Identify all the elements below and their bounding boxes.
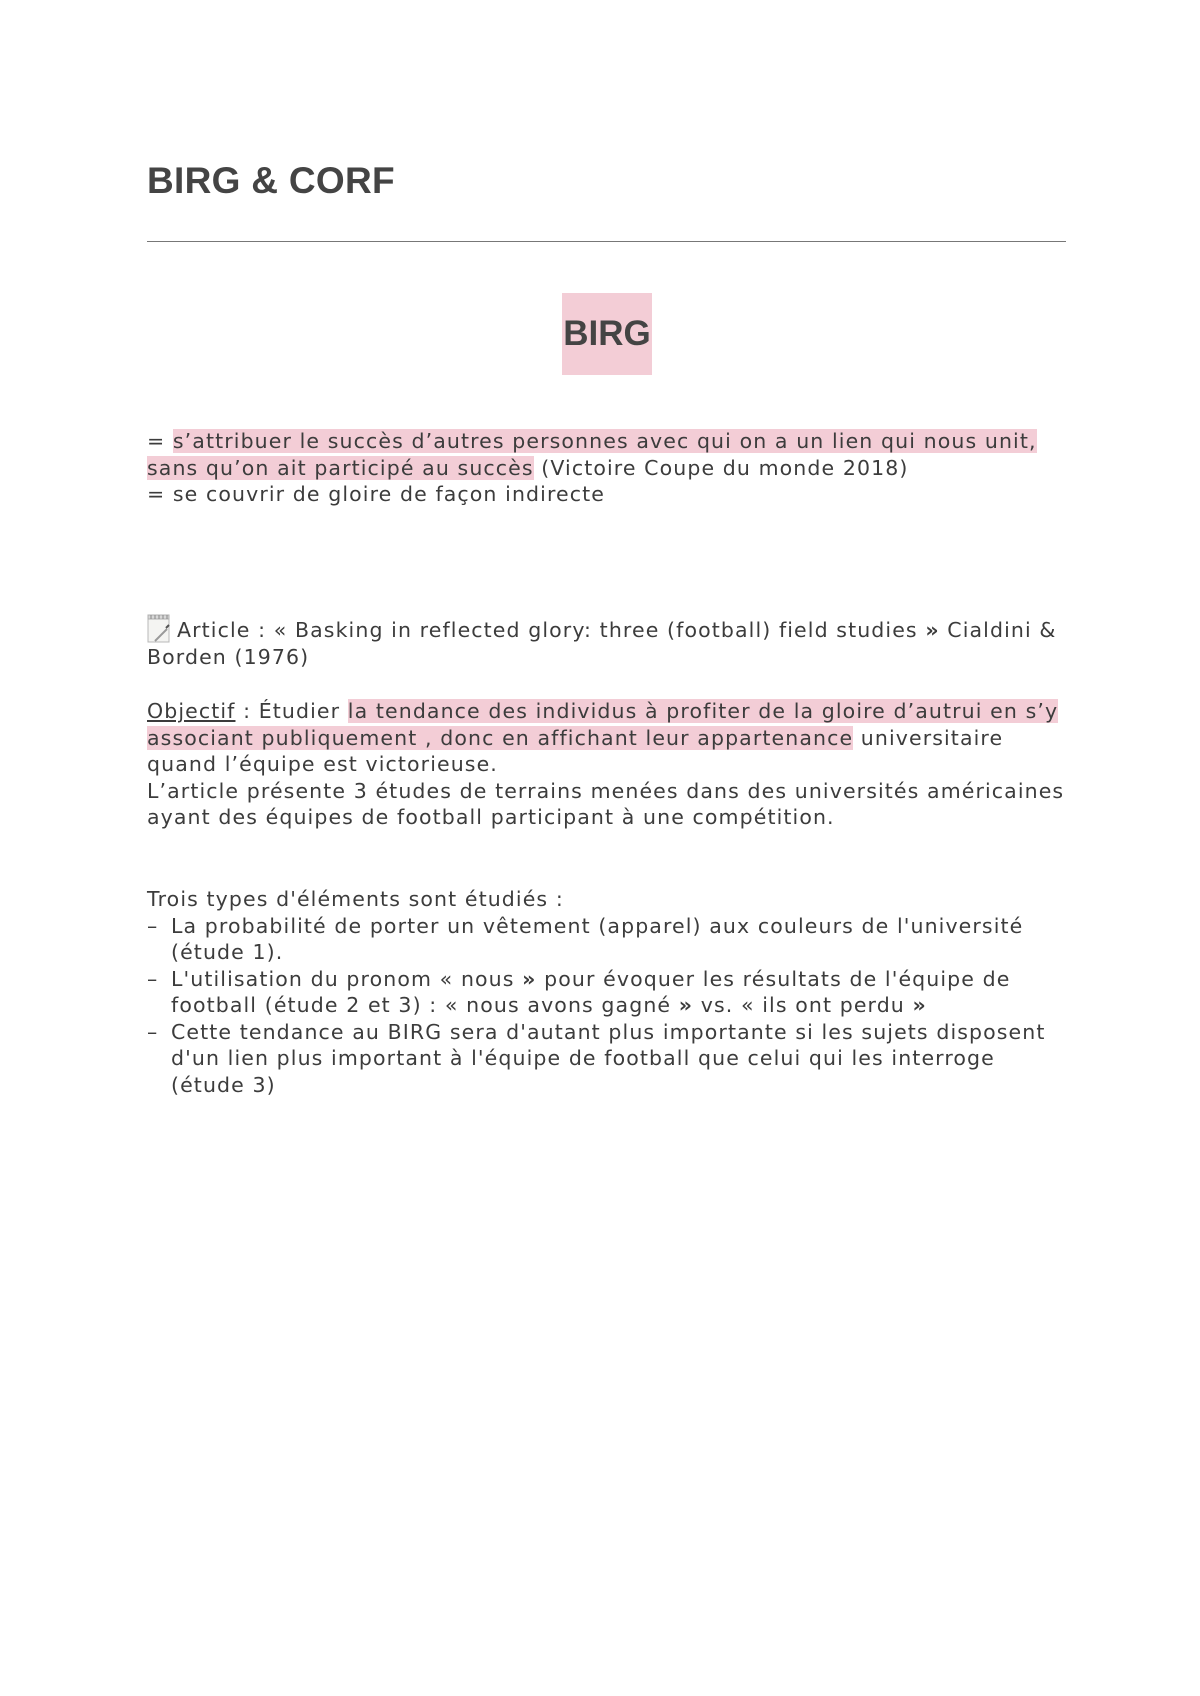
notepad-icon	[147, 614, 171, 643]
article-summary-paragraph: L’article présente 3 études de terrains menées dans des universités américaines ayant des équipes de football participant à une compétition.	[147, 778, 1065, 829]
list-text-part: pour évoquer les résultats de l'équipe de football (étude 2 et 3) : «	[171, 966, 1011, 1017]
definition-block	[147, 428, 1066, 508]
article-prefix: Article : «	[177, 618, 288, 642]
article-close-quote: »	[925, 618, 940, 642]
document-page	[147, 0, 1066, 1696]
page-title: BIRG & CORF	[147, 160, 395, 201]
article-authors: Cialdini & Borden (1976)	[147, 618, 1057, 669]
list-dash: –	[147, 913, 159, 938]
list-item-text	[171, 967, 1010, 1018]
list-text-part: vs. «	[693, 993, 755, 1017]
definition-prefix: =	[147, 429, 173, 453]
definition-line-1	[147, 428, 1066, 481]
objective-label: Objectif	[147, 699, 236, 723]
list-text-part: ils ont perdu	[754, 993, 913, 1017]
objective-paragraph	[147, 698, 1066, 778]
list-text-part: L'utilisation du pronom «	[171, 966, 454, 991]
list-item	[147, 1019, 1066, 1099]
objective-highlight: la tendance des individus à profiter de la gloire d’autrui en s’y associant publiquement , donc en affichant leur appartenance	[147, 699, 1059, 750]
article-title: Basking in reflected glory: three (football) field studies	[287, 618, 926, 642]
list-dash: –	[147, 966, 159, 991]
close-quote: »	[912, 993, 927, 1017]
studied-elements-list	[147, 913, 1066, 1099]
objective-lead: Étudier	[258, 699, 348, 723]
list-dash: –	[147, 1019, 159, 1044]
objective-block	[147, 698, 1066, 831]
definition-line-2: = se couvrir de gloire de façon indirecte	[147, 482, 605, 506]
list-item-text: Cette tendance au BIRG sera d'autant plus importante si les sujets disposent d'un lien plus important à l'équipe de football que celui qui les interroge (étude 3)	[171, 1019, 1046, 1097]
title-divider	[147, 241, 1066, 242]
section-heading-birg: BIRG	[562, 293, 652, 375]
article-reference	[147, 614, 1066, 670]
list-text-part: nous	[453, 966, 523, 991]
close-quote: »	[522, 966, 537, 991]
close-quote: »	[678, 993, 694, 1017]
list-item	[147, 966, 1066, 1019]
definition-example: (Victoire Coupe du monde 2018)	[533, 455, 909, 480]
studied-elements-block	[147, 886, 1066, 1098]
studied-elements-intro: Trois types d'éléments sont étudiés :	[147, 887, 564, 911]
list-item	[147, 913, 1066, 966]
list-item-text: La probabilité de porter un vêtement (apparel) aux couleurs de l'université (étude 1).	[171, 913, 1024, 964]
objective-colon: :	[235, 699, 259, 723]
definition-highlight: s’attribuer le succès d’autres personnes avec qui on a un lien qui nous unit, sans qu’on ait participé au succès	[147, 429, 1037, 480]
objective-rest: universitaire quand l’équipe est victorieuse.	[147, 725, 1004, 776]
list-text-part: nous avons gagné	[458, 993, 679, 1017]
